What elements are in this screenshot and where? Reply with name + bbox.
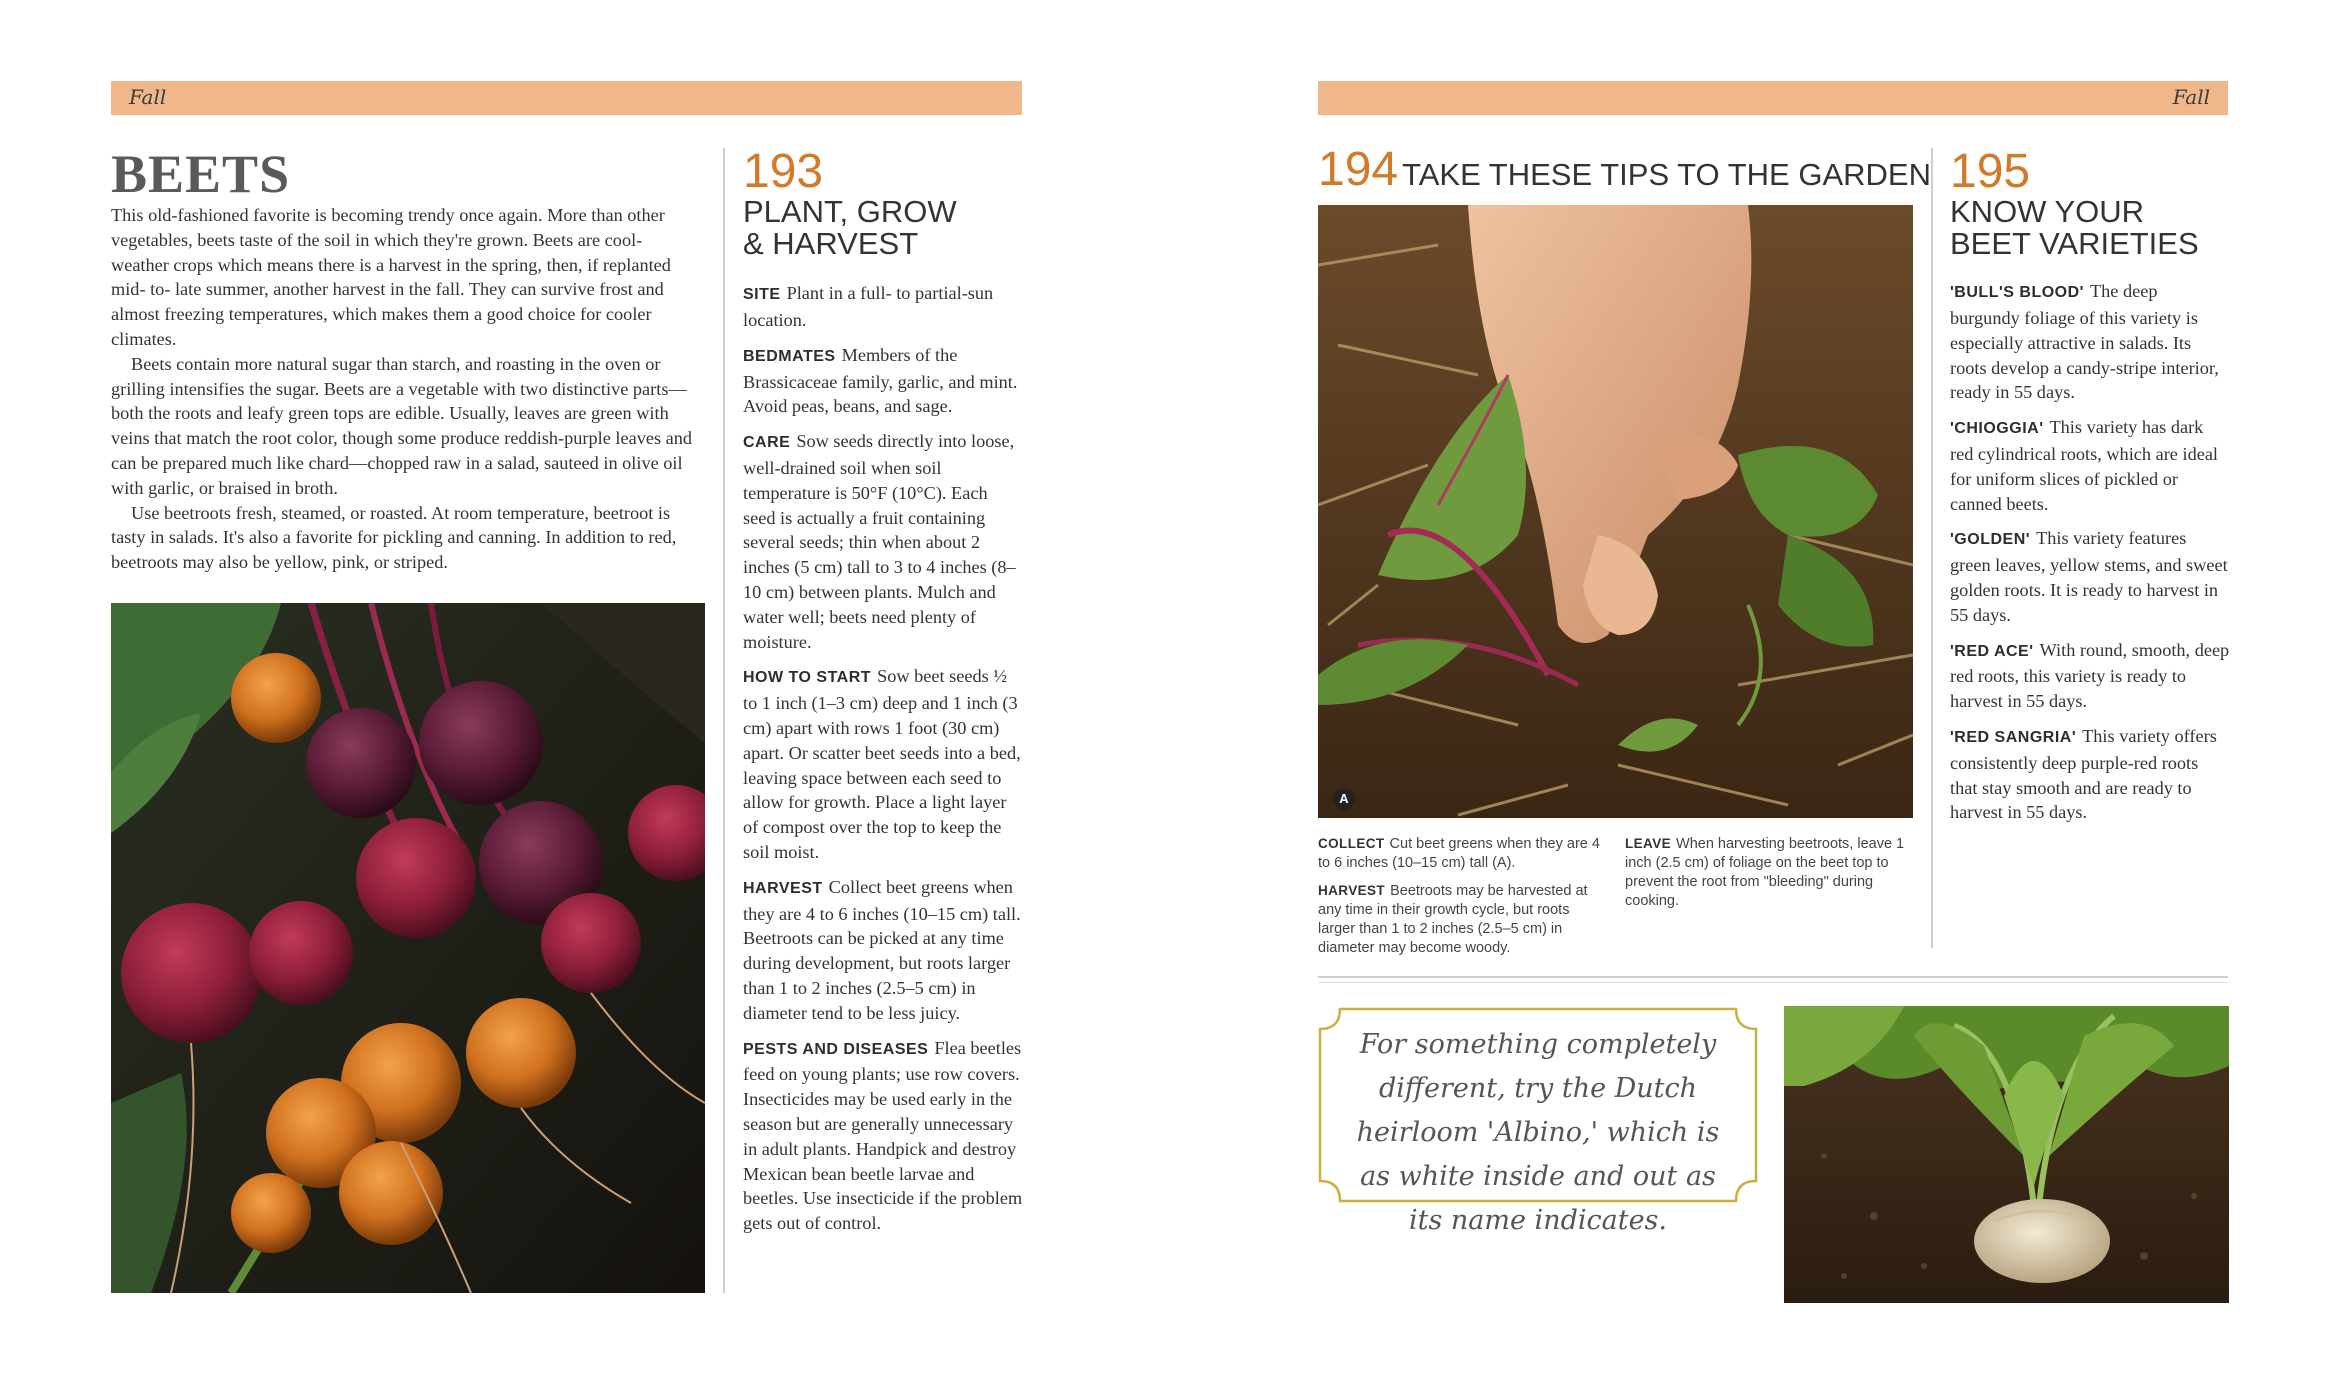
variety-text: This variety has dark red cylindrical roots, which are ideal for uniform slices of pickled or canned beets.: [1950, 417, 2219, 514]
albino-beet-photo: [1784, 1006, 2229, 1303]
tip-label: PESTS AND DISEASES: [743, 1040, 929, 1058]
right-header-band: [1318, 81, 2228, 115]
variety-text: This variety offers consistently deep purple-red roots that stay smooth and are ready to harvest in 55 days.: [1950, 725, 2217, 823]
beets-photo: [111, 603, 705, 1293]
right-column-rule: [1931, 148, 1933, 948]
tip-bedmates: [743, 343, 1023, 419]
section-title-195-line1: KNOW YOUR: [1950, 194, 2145, 229]
tip-text: Sow seeds directly into loose, well-drained soil when soil temperature is 50°F (10°C). Each seed is actually a fruit containing several seeds; thin when about 2 inches (5 cm) tall to 3 to 4 inches (8–10 cm) between plants. Mulch and water well; beets need plenty of moisture.: [743, 431, 1016, 652]
variety-item: [1950, 526, 2230, 627]
section-title-194: TAKE THESE TIPS TO THE GARDEN: [1402, 157, 1931, 192]
section-194-heading: [1318, 143, 1931, 196]
quote-box: [1318, 1007, 1758, 1236]
tip-site: [743, 281, 1023, 333]
intro-paragraph: This old-fashioned favorite is becoming trendy once again. More than other vegetables, beets taste of the soil in which they're grown. Beets are cool-weather crops which means there is a harvest in the spring, then, if replanted mid- to- late summer, another harvest in the fall. They can survive frost and almost freezing temperatures, which makes them a good choice for cooler climates.: [111, 205, 671, 349]
variety-text: The deep burgundy foliage of this variety is especially attractive in salads. Its roots develop a candy-stripe interior, ready in 55 days.: [1950, 281, 2219, 403]
tip-text: Plant in a full- to partial-sun location.: [743, 283, 994, 331]
caption-text: Beetroots may be harvested at any time in their growth cycle, but roots larger than 1 to 2 inches (2.5–5 cm) in diameter may become woody.: [1318, 883, 1588, 956]
tip-text: Collect beet greens when they are 4 to 6 inches (10–15 cm) tall. Beetroots can be picked at any time during development, but roots larger than 1 to 2 inches (2.5–5 cm) in diameter tend to be less juicy.: [743, 876, 1021, 1023]
variety-name: 'RED SANGRIA': [1950, 728, 2077, 746]
section-number-194: 194: [1318, 143, 1399, 196]
quote-text: For something completely different, try the Dutch heirloom 'Albino,' which is as white inside and out as its name indicates.: [1356, 1029, 1720, 1236]
variety-item: [1950, 415, 2230, 516]
tip-text: Flea beetles feed on young plants; use row covers. Insecticides may be used early in the season but are generally unnecessary in adult plants. Handpick and destroy Mexican bean beetle larvae and beetles. Use insecticide if the problem gets out of control.: [743, 1037, 1023, 1234]
beets-title: BEETS: [111, 144, 291, 204]
tip-text: Members of the Brassicaceae family, garlic, and mint. Avoid peas, beans, and sage.: [743, 344, 1018, 417]
beets-intro: [111, 203, 696, 575]
left-header-band: [111, 81, 1022, 115]
caption-collect: [1318, 834, 1603, 873]
section-number-193: 193: [743, 145, 824, 198]
variety-item: [1950, 724, 2230, 825]
section-title-193-line1: PLANT, GROW: [743, 194, 957, 229]
variety-item: [1950, 638, 2230, 714]
photo-label-badge: A: [1333, 788, 1355, 810]
section-193: [743, 145, 1023, 1246]
intro-paragraph: Use beetroots fresh, steamed, or roasted. At room temperature, beetroot is tasty in salads. It's also a favorite for pickling and canning. In addition to red, beetroots may also be yellow, pink, or striped.: [111, 502, 677, 573]
tip-label: SITE: [743, 286, 781, 304]
variety-name: 'CHIOGGIA': [1950, 420, 2044, 438]
section-title-195-line2: BEET VARIETIES: [1950, 225, 2199, 261]
caption-text: When harvesting beetroots, leave 1 inch (2.5 cm) of foliage on the beet top to prevent the root from "bleeding" during cooking.: [1625, 836, 1905, 909]
variety-name: 'GOLDEN': [1950, 531, 2031, 549]
tip-harvest: [743, 875, 1023, 1026]
variety-text: With round, smooth, deep red roots, this variety is ready to harvest in 55 days.: [1950, 639, 2230, 712]
tip-label: HARVEST: [743, 879, 823, 897]
left-header-label: Fall: [129, 85, 167, 109]
caption-harvest: [1318, 881, 1603, 958]
garden-hand-photo: [1318, 205, 1913, 818]
tip-text: Sow beet seeds ½ to 1 inch (1–3 cm) deep and 1 inch (3 cm) apart with rows 1 foot (30 cm) apart. Or scatter beet seeds into a bed, leaving space between each seed to allow for growth. Place a light layer of compost over the top to keep the soil moist.: [743, 666, 1021, 862]
tip-how-to-start: [743, 664, 1023, 864]
caption-leave: [1625, 834, 1910, 911]
tip-care: [743, 429, 1023, 654]
tip-label: BEDMATES: [743, 347, 836, 365]
section-195: [1950, 145, 2230, 835]
variety-name: 'RED ACE': [1950, 642, 2034, 660]
section-number-195: 195: [1950, 145, 2031, 198]
captions-left: [1318, 834, 1603, 966]
section-divider: [1318, 976, 2228, 978]
caption-label: HARVEST: [1318, 883, 1386, 898]
caption-label: COLLECT: [1318, 836, 1385, 851]
tip-label: HOW TO START: [743, 669, 872, 687]
right-header-label: Fall: [2172, 85, 2210, 109]
tip-label: CARE: [743, 434, 791, 452]
caption-label: LEAVE: [1625, 836, 1672, 851]
intro-paragraph: Beets contain more natural sugar than starch, and roasting in the oven or grilling intensifies the sugar. Beets are a vegetable with two distinctive parts—both the roots and leafy green tops are edible. Usually, leaves are green with veins that match the root color, though some produce reddish-purple leaves and can be prepared much like chard—chopped raw in a salad, sauteed in olive oil with garlic, or braised in broth.: [111, 353, 693, 498]
tip-pests: [743, 1036, 1023, 1236]
variety-text: This variety features green leaves, yellow stems, and sweet golden roots. It is ready to harvest in 55 days.: [1950, 528, 2228, 625]
left-column-rule: [723, 148, 725, 1293]
caption-text: Cut beet greens when they are 4 to 6 inches (10–15 cm) tall (A).: [1318, 836, 1600, 871]
captions-right: [1625, 834, 1910, 919]
section-title-193-line2: & HARVEST: [743, 225, 919, 261]
variety-name: 'BULL'S BLOOD': [1950, 284, 2084, 302]
variety-item: [1950, 279, 2230, 405]
section-divider-thin: [1318, 982, 2228, 983]
